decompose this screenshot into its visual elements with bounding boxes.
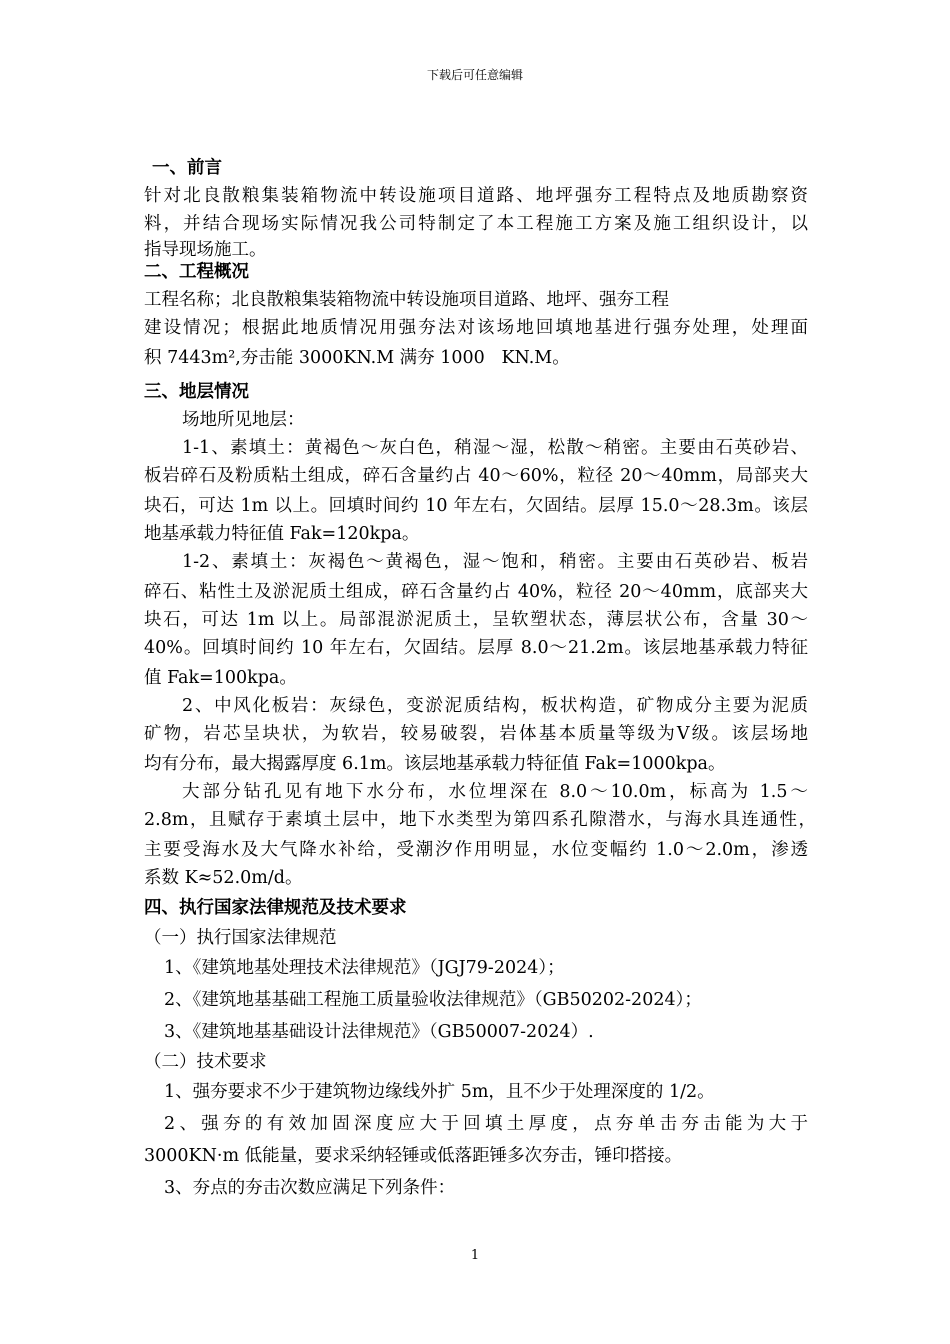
list-item: 2、《建筑地基基础工程施工质量验收法律规范》（GB50202-2024）； — [164, 990, 702, 1010]
paragraph-line: 1-1、素填土：黄褐色～灰白色，稍湿～湿，松散～稍密。主要由石英砂岩、 — [182, 438, 808, 458]
paragraph-line: 指导现场施工。 — [144, 240, 267, 260]
section-heading-strata: 三、地层情况 — [144, 382, 249, 402]
list-item-continuation: 3000KN·m 低能量，要求采纳轻锤或低落距锤多次夯击，锤印搭接。 — [144, 1146, 683, 1166]
paragraph-line: 值 Fak=100kpa。 — [144, 668, 297, 688]
page-header: 下载后可任意编辑 — [426, 68, 523, 82]
page-number: 1 — [470, 1248, 480, 1263]
paragraph-line: 2.8m，且赋存于素填土层中，地下水类型为第四系孔隙潜水，与海水具连通性， — [144, 810, 816, 830]
paragraph-line: 均有分布，最大揭露厚度 6.1m。该层地基承载力特征值 Fak=1000kpa。 — [144, 754, 726, 774]
section-heading-overview: 二、工程概况 — [144, 262, 249, 282]
paragraph-line: 场地所见地层： — [182, 410, 305, 430]
paragraph-line: 工程名称；北良散粮集装箱物流中转设施项目道路、地坪、强夯工程 — [144, 290, 669, 310]
paragraph-line: 碎石、粘性土及淤泥质土组成，碎石含量约占 40%，粒径 20～40mm，底部夹大 — [144, 582, 808, 602]
paragraph-line: 2、中风化板岩：灰绿色，变淤泥质结构，板状构造，矿物成分主要为泥质 — [182, 696, 808, 716]
paragraph-line: 板岩碎石及粉质粘土组成，碎石含量约占 40～60%，粒径 20～40mm，局部夹大 — [144, 466, 808, 486]
section-heading-preface: 一、前言 — [152, 158, 222, 178]
subsection-heading: （二）技术要求 — [144, 1052, 267, 1072]
paragraph-line: 建设情况；根据此地质情况用强夯法对该场地回填地基进行强夯处理，处理面 — [144, 318, 808, 338]
list-item: 1、《建筑地基处理技术法律规范》（JGJ79-2024）； — [164, 958, 565, 978]
paragraph-line: 主要受海水及大气降水补给，受潮汐作用明显，水位变幅约 1.0～2.0m，渗透 — [144, 840, 808, 860]
paragraph-line: 地基承载力特征值 Fak=120kpa。 — [144, 524, 420, 544]
paragraph-line: 大部分钻孔见有地下水分布，水位埋深在 8.0～10.0m，标高为 1.5～ — [182, 782, 808, 802]
paragraph-line: 针对北良散粮集装箱物流中转设施项目道路、地坪强夯工程特点及地质勘察资 — [144, 186, 808, 206]
subsection-heading: （一）执行国家法律规范 — [144, 928, 337, 948]
list-item: 2、强夯的有效加固深度应大于回填土厚度，点夯单击夯击能为大于 — [164, 1114, 808, 1134]
paragraph-line: 40%。回填时间约 10 年左右，欠固结。层厚 8.0～21.2m。该层地基承载力特征 — [144, 638, 808, 658]
section-heading-standards: 四、执行国家法律规范及技术要求 — [144, 898, 407, 918]
list-item: 1、强夯要求不少于建筑物边缘线外扩 5m，且不少于处理深度的 1/2。 — [164, 1082, 715, 1102]
paragraph-line: 料，并结合现场实际情况我公司特制定了本工程施工方案及施工组织设计，以 — [144, 214, 808, 234]
paragraph-line: 块石，可达 1m 以上。回填时间约 10 年左右，欠固结。层厚 15.0～28.3m。该层 — [144, 496, 808, 516]
paragraph-line: 积 7443m²,夯击能 3000KN.M 满夯 1000 KN.M。 — [144, 348, 570, 368]
list-item: 3、夯点的夯击次数应满足下列条件： — [164, 1178, 456, 1198]
paragraph-line: 1-2、素填土：灰褐色～黄褐色，湿～饱和，稍密。主要由石英砂岩、板岩 — [182, 552, 808, 572]
paragraph-line: 块石，可达 1m 以上。局部混淤泥质土，呈软塑状态，薄层状公布，含量 30～ — [144, 610, 808, 630]
paragraph-line: 系数 K≈52.0m/d。 — [144, 868, 303, 888]
paragraph-line: 矿物，岩芯呈块状，为软岩，较易破裂，岩体基本质量等级为Ⅴ级。该层场地 — [144, 724, 808, 744]
list-item: 3、《建筑地基基础设计法律规范》（GB50007-2024）. — [164, 1022, 594, 1042]
